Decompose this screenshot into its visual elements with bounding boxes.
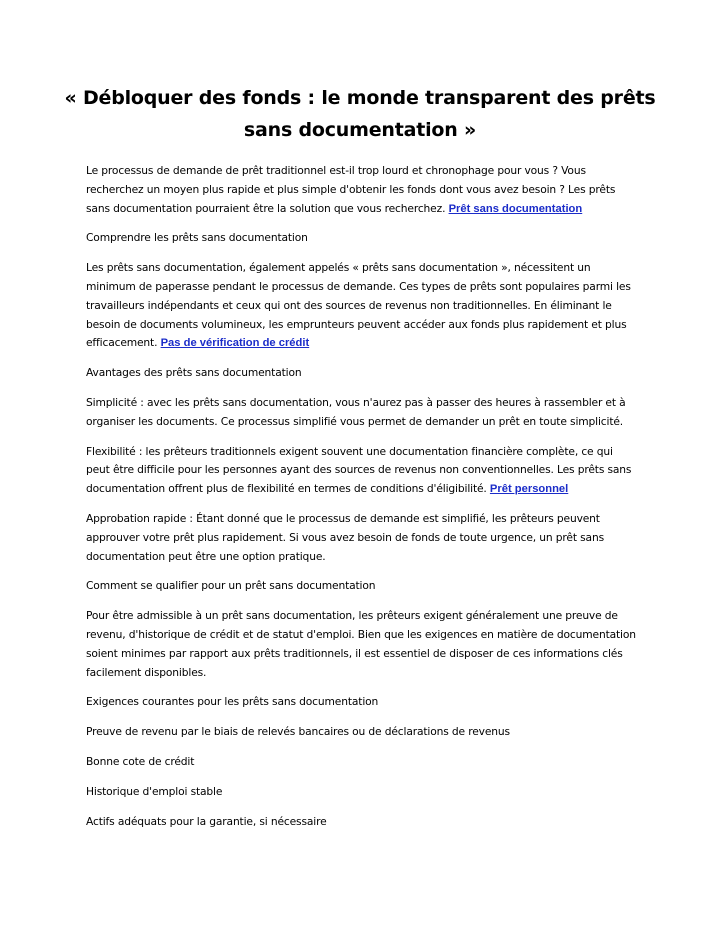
link-pret-personnel[interactable]: Prêt personnel	[489, 483, 569, 496]
heading-comprendre: Comprendre les prêts sans documentation	[86, 231, 308, 245]
heading-exigences: Exigences courantes pour les prêts sans documentation	[86, 695, 379, 709]
paragraph-simplicite: Simplicité : avec les prêts sans documentation, vous n'aurez pas à passer des heures à rassembler et à organiser les documents. Ce processus simplifié vous permet de demander un prêt en toute simplicité.	[86, 395, 626, 428]
list-item: Bonne cote de crédit	[86, 754, 195, 768]
document-title: « Débloquer des fonds : le monde transparent des prêts sans documentation »	[64, 87, 656, 141]
paragraph-qualifier: Pour être admissible à un prêt sans documentation, les prêteurs exigent généralement une preuve de revenu, d'historique de crédit et de statut d'emploi. Bien que les exigences en matière de documentation soient minimes par rapport aux prêts traditionnels, il est essentiel de disposer de ces informations clés facilement disponibles.	[86, 609, 636, 679]
link-pas-de-verification-de-credit[interactable]: Pas de vérification de crédit	[160, 337, 310, 350]
paragraph-approbation: Approbation rapide : Étant donné que le processus de demande est simplifié, les prêteurs peuvent approuver votre prêt plus rapidement. Si vous avez besoin de fonds de toute urgence, un prêt sans documentation peut être une option pratique.	[86, 511, 605, 563]
document-body	[86, 162, 638, 842]
list-item: Historique d'emploi stable	[86, 784, 223, 798]
paragraph-intro-text: Le processus de demande de prêt traditionnel est-il trop lourd et chronophage pour vous ? Vous recherchez un moyen plus rapide et plus simple d'obtenir les fonds dont vous avez besoin ? Les prêts sans documentation pourraient être la solution que vous recherchez.	[86, 164, 616, 215]
paragraph-flexibilite-text: Flexibilité : les prêteurs traditionnels exigent souvent une documentation financière complète, ce qui peut être difficile pour les personnes ayant des sources de revenus non conventionnelles. Les prêts sans documentation offrent plus de flexibilité en termes de conditions d'éligibilité.	[86, 444, 632, 496]
list-item: Preuve de revenu par le biais de relevés bancaires ou de déclarations de revenus	[86, 725, 510, 739]
paragraph-comprendre-text: Les prêts sans documentation, également appelés « prêts sans documentation », nécessitent un minimum de paperasse pendant le processus de demande. Ces types de prêts sont populaires parmi les travailleurs indépendants et ceux qui ont des sources de revenus non traditionnelles. En éliminant le besoin de documents volumineux, les emprunteurs peuvent accéder aux fonds plus rapidement et plus efficacement.	[86, 261, 631, 350]
list-item: Actifs adéquats pour la garantie, si nécessaire	[86, 814, 327, 828]
paragraph-flexibilite	[86, 443, 638, 499]
link-pret-sans-documentation[interactable]: Prêt sans documentation	[448, 202, 583, 215]
paragraph-intro	[86, 162, 638, 218]
heading-avantages: Avantages des prêts sans documentation	[86, 366, 302, 380]
heading-qualifier: Comment se qualifier pour un prêt sans documentation	[86, 579, 376, 593]
paragraph-comprendre	[86, 259, 638, 353]
